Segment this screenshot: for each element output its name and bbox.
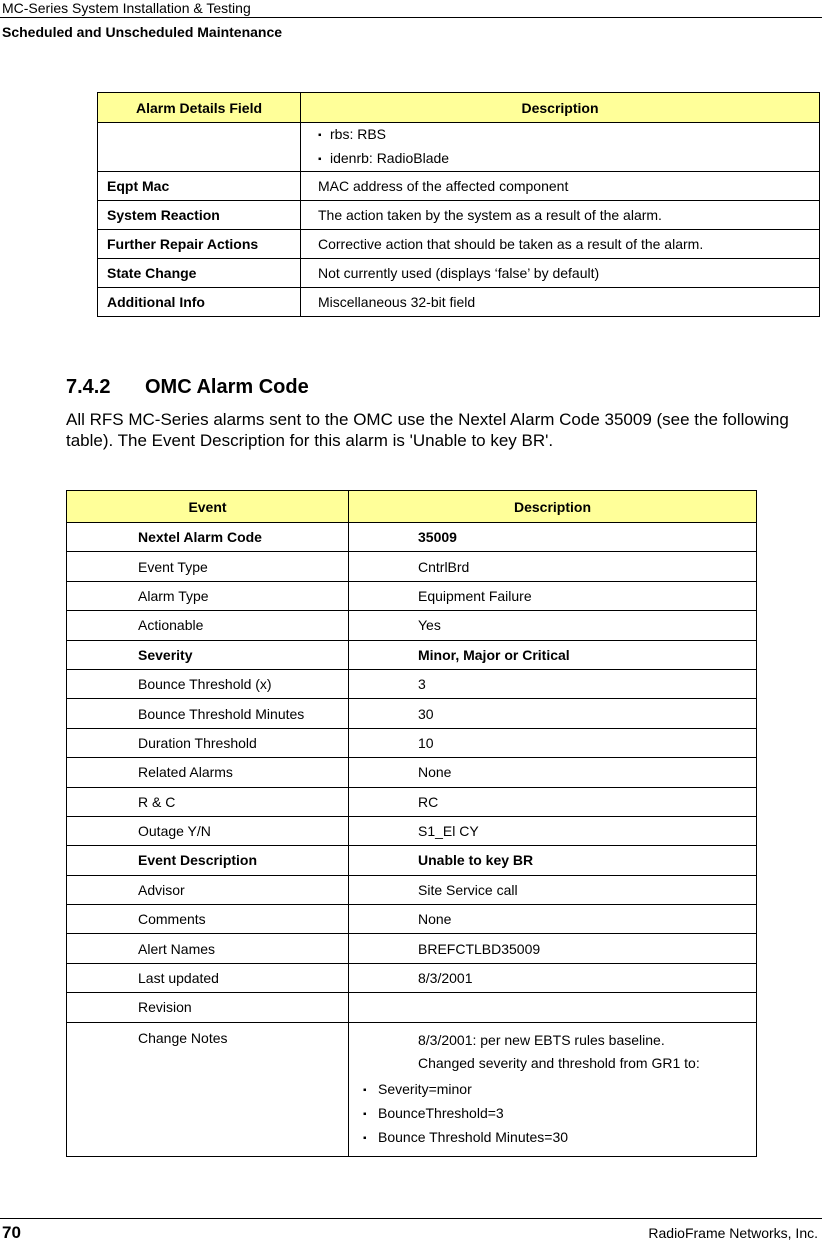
field-cell: Further Repair Actions (98, 230, 301, 259)
section-paragraph: All RFS MC-Series alarms sent to the OMC use the Nextel Alarm Code 35009 (see the following table). The Event Description for this alarm is 'Unable to key BR'. (66, 410, 789, 450)
description-cell: 8/3/2001 (349, 963, 757, 992)
field-cell: Additional Info (98, 288, 301, 317)
table-row (67, 669, 757, 698)
description-cell: Equipment Failure (349, 581, 757, 610)
column-header-event: Event (67, 491, 349, 523)
event-table (66, 490, 757, 1157)
event-cell: Duration Threshold (67, 728, 349, 757)
page-number: 70 (2, 1223, 21, 1242)
description-cell: None (349, 758, 757, 787)
section-number: 7.4.2 (66, 376, 111, 398)
event-cell: Change Notes (67, 1022, 349, 1156)
table-row (98, 172, 820, 201)
event-cell: Comments (67, 905, 349, 934)
column-header-description: Description (349, 491, 757, 523)
event-cell: R & C (67, 787, 349, 816)
description-cell: Site Service call (349, 875, 757, 904)
table-row (67, 934, 757, 963)
event-cell: Outage Y/N (67, 816, 349, 845)
table-row (67, 875, 757, 904)
document-title: MC-Series System Installation & Testing (2, 0, 251, 16)
bullet-list (349, 1078, 756, 1150)
event-cell: Alarm Type (67, 581, 349, 610)
description-cell: S1_El CY (349, 816, 757, 845)
note-line: 8/3/2001: per new EBTS rules baseline. (418, 1031, 665, 1048)
description-cell: 10 (349, 728, 757, 757)
table-row (67, 846, 757, 875)
event-cell: Revision (67, 993, 349, 1022)
table-row (67, 640, 757, 669)
event-cell: Event Type (67, 552, 349, 581)
section-header: Scheduled and Unscheduled Maintenance (2, 24, 283, 40)
description-cell: Yes (349, 611, 757, 640)
event-cell: Last updated (67, 963, 349, 992)
list-item: ▪ rbs: RBS (318, 123, 819, 147)
change-notes-row (67, 1022, 757, 1156)
event-cell: Bounce Threshold Minutes (67, 699, 349, 728)
field-cell: Eqpt Mac (98, 172, 301, 201)
description-cell: BREFCTLBD35009 (349, 934, 757, 963)
event-cell: Event Description (67, 846, 349, 875)
description-cell: Corrective action that should be taken as a result of the alarm. (301, 230, 820, 259)
description-cell: The action taken by the system as a result of the alarm. (301, 201, 820, 230)
change-notes-cell (349, 1022, 757, 1156)
description-cell: Minor, Major or Critical (349, 640, 757, 669)
table-row (67, 905, 757, 934)
description-cell (349, 993, 757, 1022)
table-row (67, 699, 757, 728)
table-row (67, 523, 757, 552)
table-row (67, 787, 757, 816)
description-cell: Unable to key BR (349, 846, 757, 875)
description-cell: Miscellaneous 32-bit field (301, 288, 820, 317)
company-name: RadioFrame Networks, Inc. (648, 1225, 818, 1241)
list-item: ▪ idenrb: RadioBlade (318, 147, 819, 171)
list-item: ▪ Severity=minor (349, 1078, 756, 1102)
table-row (67, 816, 757, 845)
alarm-details-table (97, 92, 820, 317)
description-cell: Not currently used (displays ‘false’ by default) (301, 259, 820, 288)
table-row (67, 758, 757, 787)
table-row (67, 963, 757, 992)
footer-rule (0, 1218, 822, 1219)
column-header-field: Alarm Details Field (98, 93, 301, 123)
event-cell: Alert Names (67, 934, 349, 963)
event-cell: Related Alarms (67, 758, 349, 787)
section-title: OMC Alarm Code (145, 376, 309, 398)
event-cell: Actionable (67, 611, 349, 640)
field-cell (98, 123, 301, 172)
table-row (98, 288, 820, 317)
table-row (98, 259, 820, 288)
description-cell: RC (349, 787, 757, 816)
note-line: Changed severity and threshold from GR1 to: (418, 1054, 700, 1071)
column-header-description: Description (301, 93, 820, 123)
table-row (67, 611, 757, 640)
event-cell: Advisor (67, 875, 349, 904)
description-cell (301, 123, 820, 172)
table-row (98, 230, 820, 259)
header-rule (0, 17, 822, 18)
description-cell: 35009 (349, 523, 757, 552)
table-row (67, 581, 757, 610)
event-cell: Bounce Threshold (x) (67, 669, 349, 698)
table-row (67, 552, 757, 581)
description-cell: CntrlBrd (349, 552, 757, 581)
table-row (67, 728, 757, 757)
list-item: ▪ Bounce Threshold Minutes=30 (349, 1126, 756, 1150)
description-cell: None (349, 905, 757, 934)
list-item: ▪ BounceThreshold=3 (349, 1102, 756, 1126)
description-cell: MAC address of the affected component (301, 172, 820, 201)
field-cell: System Reaction (98, 201, 301, 230)
bullet-list (318, 123, 819, 171)
field-cell: State Change (98, 259, 301, 288)
description-cell: 3 (349, 669, 757, 698)
description-cell: 30 (349, 699, 757, 728)
table-row (98, 123, 820, 172)
table-row (98, 201, 820, 230)
table-row (67, 993, 757, 1022)
event-cell: Nextel Alarm Code (67, 523, 349, 552)
event-cell: Severity (67, 640, 349, 669)
